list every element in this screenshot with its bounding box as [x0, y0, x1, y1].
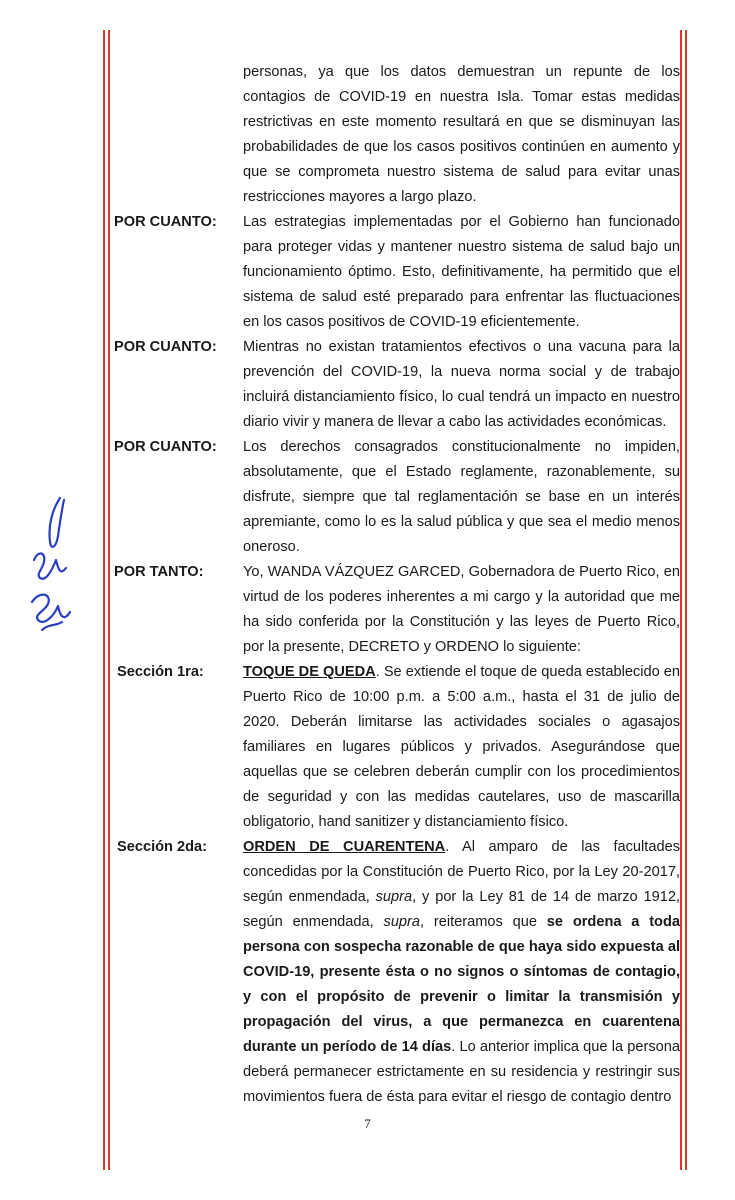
por-cuanto-paragraph: Los derechos consagrados constitucionalmente no impiden, absolutamente, que el Estado reglamente, razonablemente, su disfrute, siempre que tal reglamentación se base en un interés apremiante, como lo es la salud pública y que sea el medio menos oneroso. [243, 439, 680, 555]
seccion-2-label: Sección 2da: [117, 839, 208, 855]
seccion-2-text-1: . Al amparo de las facultades concedidas por la Constitución de Puerto Rico, por la Ley 20-2017, según enmendada, [243, 839, 680, 905]
seccion-2-supra-2: supra [383, 914, 421, 930]
handwritten-initials [22, 490, 82, 650]
por-cuanto-label: POR CUANTO: [114, 214, 217, 230]
por-cuanto-block-3 [114, 435, 680, 560]
por-tanto-block [114, 560, 680, 660]
por-cuanto-paragraph: Las estrategias implementadas por el Gobierno han funcionado para proteger vidas y mantener nuestro sistema de salud bajo un funcionamiento óptimo. Esto, definitivamente, ha permitido que el sistema de salud esté preparado para enfrentar las fluctuaciones en los casos positivos de COVID-19 eficientemente. [243, 214, 680, 330]
seccion-1-text: . Se extiende el toque de queda establecido en Puerto Rico de 10:00 p.m. a 5:00 a.m., hasta el 31 de julio de 2020. Deberán limitarse las actividades sociales o agasajos familiares en lugares públicos y privados. Asegurándose que aquellas que se celebren deberán cumplir con los procedimientos de seguridad y con las medidas cautelares, uso de mascarilla obligatorio, hand sanitizer y distanciamiento físico. [243, 664, 680, 830]
intro-block [114, 60, 680, 210]
right-margin-line-outer [685, 30, 687, 1170]
seccion-2-text-2: , y por la Ley 81 de 14 de marzo 1912, según enmendada, [243, 889, 680, 930]
por-cuanto-label: POR CUANTO: [114, 439, 217, 455]
seccion-2-text-4: . Lo anterior implica que la persona deberá permanecer estrictamente en su residencia y restringir sus movimientos fuera de ésta para evitar el riesgo de contagio dentro [243, 1039, 680, 1105]
por-tanto-label: POR TANTO: [114, 564, 204, 580]
por-cuanto-block-2 [114, 335, 680, 435]
por-cuanto-paragraph: Mientras no existan tratamientos efectivos o una vacuna para la prevención del COVID-19, la nueva norma social y de trabajo incluirá distanciamiento físico, lo cual tendrá un impacto en nuestro diario vivir y manera de llevar a cabo las actividades económicas. [243, 339, 680, 430]
por-tanto-paragraph: Yo, WANDA VÁZQUEZ GARCED, Gobernadora de Puerto Rico, en virtud de los poderes inherentes a mi cargo y la autoridad que me ha sido conferida por la Constitución y las leyes de Puerto Rico, por la presente, DECRETO y ORDENO lo siguiente: [243, 564, 680, 655]
seccion-1-paragraph [243, 660, 680, 835]
seccion-1-block [114, 660, 680, 835]
left-margin-line-outer [103, 30, 105, 1170]
left-margin-line-inner [108, 30, 110, 1170]
seccion-2-block [114, 835, 680, 1110]
seccion-2-heading: ORDEN DE CUARENTENA [243, 839, 446, 855]
seccion-1-heading: TOQUE DE QUEDA [243, 664, 376, 680]
seccion-1-label: Sección 1ra: [117, 664, 204, 680]
document-body [114, 60, 680, 1110]
seccion-2-paragraph [243, 835, 680, 1110]
intro-paragraph: personas, ya que los datos demuestran un repunte de los contagios de COVID-19 en nuestra Isla. Tomar estas medidas restrictivas en este momento resultará en que se disminuyan las probabilidades de que los casos positivos continúen en aumento y que se comprometa nuestro sistema de salud para evitar unas restricciones mayores a largo plazo. [243, 64, 680, 205]
seccion-2-bold-order: se ordena a toda persona con sospecha razonable de que haya sido expuesta al COVID-19, presente ésta o no signos o síntomas de contagio, y con el propósito de prevenir o limitar la transmisión y propagación del virus, a que permanezca en cuarentena durante un período de 14 días [243, 914, 680, 1055]
page-number: 7 [364, 1116, 371, 1131]
seccion-2-supra-1: supra [375, 889, 413, 905]
por-cuanto-label: POR CUANTO: [114, 339, 217, 355]
seccion-2-text-3: , reiteramos que [420, 914, 547, 930]
por-cuanto-block-1 [114, 210, 680, 335]
right-margin-line-inner [680, 30, 682, 1170]
